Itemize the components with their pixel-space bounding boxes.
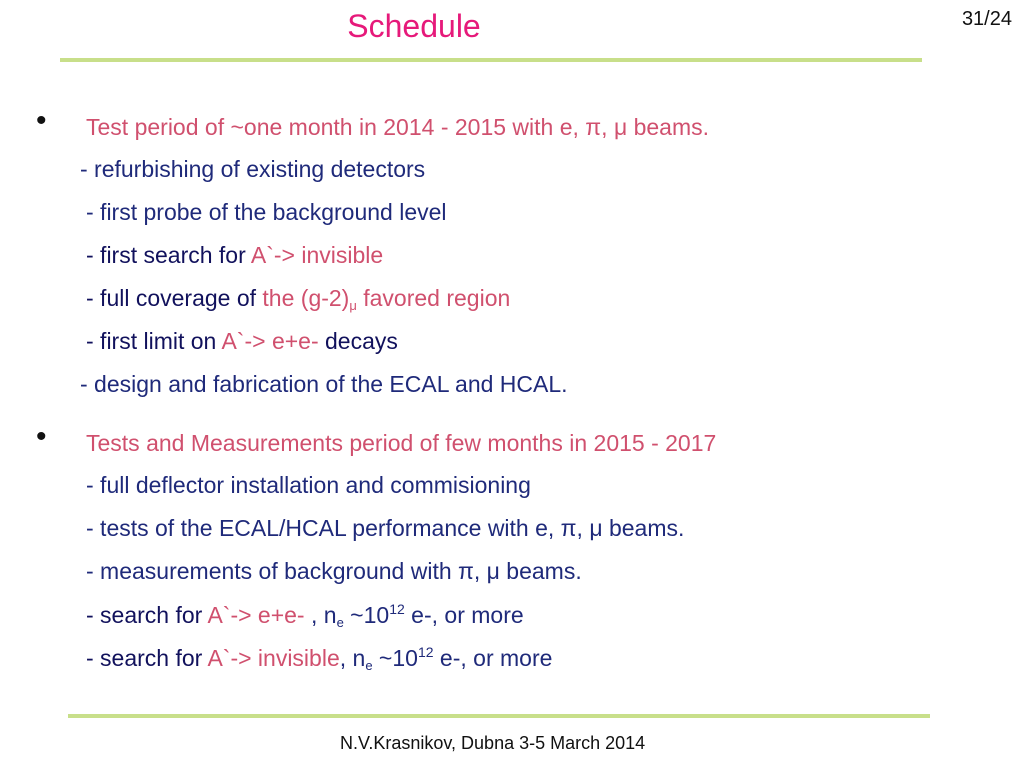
text-run: the (g-2) [262, 285, 350, 311]
text-run: decays [325, 328, 398, 354]
section1-line-5 [86, 328, 398, 355]
section1-line-3 [86, 242, 383, 269]
text-run: A`-> e+e- [221, 328, 326, 354]
footer-text: N.V.Krasnikov, Dubna 3-5 March 2014 [340, 733, 646, 753]
text-run: - search for [86, 602, 208, 628]
text-run: favored region [356, 285, 511, 311]
text-run: - search for [86, 645, 208, 671]
text-run: ~10 [372, 645, 418, 671]
section2-line-1: - full deflector installation and commisioning [86, 472, 531, 498]
section1-line-1: - refurbishing of existing detectors [80, 156, 426, 182]
section2-heading: Tests and Measurements period of few months in 2015 - 2017 [86, 430, 717, 456]
superscript: 12 [389, 601, 405, 617]
text-run: ~10 [343, 602, 390, 628]
text-run: - first limit on [86, 328, 222, 354]
text-run: e-, or more [404, 602, 524, 628]
bottom-divider [68, 714, 930, 718]
section2-line-3: - measurements of background with π, μ beams. [86, 558, 582, 584]
section2-line-5 [86, 644, 552, 673]
page-number: 31/24 [961, 8, 1012, 30]
subscript: μ [349, 298, 357, 313]
text-run: A`-> e+e- [207, 602, 305, 628]
slide-title: Schedule [347, 8, 481, 44]
text-run: , n [304, 602, 337, 628]
subscript: e [365, 658, 373, 673]
bullet-icon: • [36, 420, 47, 453]
text-run: A`-> invisible [250, 242, 384, 268]
text-run: , n [339, 645, 366, 671]
text-run: A`-> invisible [207, 645, 340, 671]
superscript: 12 [417, 644, 434, 660]
text-run: - full coverage of [86, 285, 263, 311]
bullet-icon: • [36, 104, 47, 137]
top-divider [60, 58, 922, 62]
section1-heading: Test period of ~one month in 2014 - 2015 with e, π, μ beams. [86, 114, 710, 140]
section1-line-4 [86, 285, 510, 313]
section1-line-6: - design and fabrication of the ECAL and HCAL. [80, 371, 568, 397]
section2-line-2: - tests of the ECAL/HCAL performance with e, π, μ beams. [86, 515, 685, 541]
section2-line-4 [86, 601, 524, 630]
subscript: e [336, 615, 344, 630]
text-run: e-, or more [433, 645, 553, 671]
text-run: - first search for [86, 242, 251, 268]
section1-line-2: - first probe of the background level [86, 199, 447, 225]
